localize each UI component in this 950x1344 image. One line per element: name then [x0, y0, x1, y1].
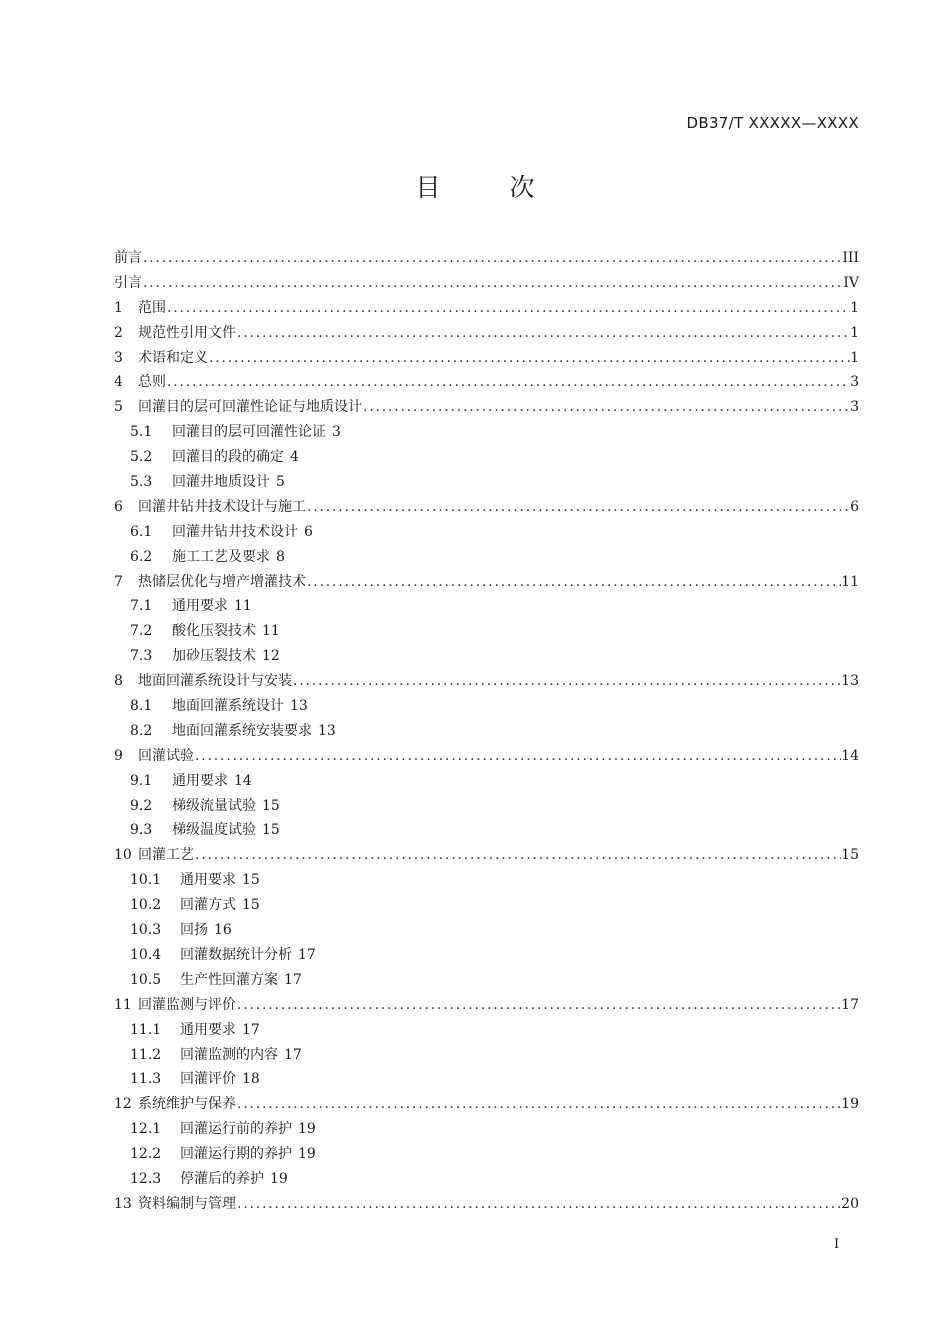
toc-entry-page: IV: [843, 274, 859, 291]
toc-entry-label: 总则: [138, 374, 166, 391]
toc-subentry[interactable]: [114, 470, 859, 495]
toc-entry-label: 回灌工艺: [138, 847, 194, 864]
toc-entry-number: 5.2: [130, 449, 153, 466]
toc-leader-dots: [236, 1192, 841, 1217]
toc-entry-number: 12.1: [130, 1121, 162, 1138]
toc-entry-number: 11: [114, 996, 132, 1013]
toc-entry[interactable]: [114, 370, 859, 395]
toc-entry-number: 13: [114, 1195, 132, 1212]
toc-entry[interactable]: [114, 246, 859, 271]
toc-entry-number: 10.4: [130, 946, 162, 963]
toc-entry-label: 回灌评价: [180, 1071, 236, 1088]
toc-entry[interactable]: [114, 744, 859, 769]
toc-entry-number: 11.2: [130, 1046, 162, 1063]
toc-entry-page: 14: [841, 747, 859, 764]
toc-subentry[interactable]: [114, 1167, 859, 1192]
toc-entry-label: 酸化压裂技术: [172, 623, 256, 640]
toc-entry[interactable]: [114, 346, 859, 371]
toc-entry-page: 1: [850, 349, 859, 366]
toc-entry-number: 11.1: [130, 1021, 162, 1038]
toc-entry-number: 10.1: [130, 872, 162, 889]
toc-subentry[interactable]: [114, 619, 859, 644]
toc-subentry[interactable]: [114, 1043, 859, 1068]
toc-entry-number: 10.2: [130, 897, 162, 914]
toc-entry[interactable]: [114, 669, 859, 694]
toc-entry-number: 8: [114, 673, 123, 690]
toc-entry-page: 6: [304, 523, 313, 540]
toc-subentry[interactable]: [114, 868, 859, 893]
toc-leader-dots: [236, 1092, 841, 1117]
toc-entry-label: 地面回灌系统设计与安装: [138, 673, 292, 690]
toc-entry-page: 5: [276, 474, 285, 491]
toc-entry-label: 回灌方式: [180, 897, 236, 914]
toc-entry-number: 10: [114, 847, 132, 864]
toc-entry-number: 12.2: [130, 1146, 162, 1163]
toc-subentry[interactable]: [114, 719, 859, 744]
toc-entry-page: 15: [262, 822, 280, 839]
toc-entry-label: 范围: [138, 299, 166, 316]
toc-entry[interactable]: [114, 570, 859, 595]
toc-entry-number: 12: [114, 1096, 132, 1113]
toc-entry[interactable]: [114, 296, 859, 321]
toc-entry-label: 前言: [114, 250, 142, 266]
toc-entry-label: 通用要求: [172, 598, 228, 615]
toc-entry-page: 11: [234, 598, 252, 615]
toc-entry-page: 15: [841, 847, 859, 864]
toc-entry-label: 回灌井钻井技术设计与施工: [138, 498, 306, 515]
toc-entry-number: 9.1: [130, 772, 153, 789]
toc-entry-page: 6: [850, 498, 859, 515]
toc-entry-page: 18: [242, 1071, 260, 1088]
toc-entry[interactable]: [114, 395, 859, 420]
toc-entry-page: 19: [298, 1121, 316, 1138]
toc-entry-label: 通用要求: [180, 1021, 236, 1038]
toc-subentry[interactable]: [114, 794, 859, 819]
toc-entry-label: 回灌监测的内容: [180, 1046, 278, 1063]
toc-subentry[interactable]: [114, 520, 859, 545]
toc-subentry[interactable]: [114, 1142, 859, 1167]
toc-entry[interactable]: [114, 321, 859, 346]
toc-entry-page: 14: [234, 772, 252, 789]
toc-entry-number: 3: [114, 349, 123, 366]
toc-subentry[interactable]: [114, 818, 859, 843]
toc-entry-page: 11: [841, 573, 859, 590]
toc-entry-number: 8.1: [130, 698, 153, 715]
toc-entry-page: 3: [332, 424, 341, 441]
toc-entry-number: 5: [114, 399, 123, 416]
toc-entry-page: 13: [841, 673, 859, 690]
toc-leader-dots: [194, 843, 841, 868]
toc-entry-page: 19: [270, 1170, 288, 1187]
toc-entry-page: 20: [841, 1195, 859, 1212]
toc-entry-page: 12: [262, 648, 280, 665]
toc-entry-number: 7: [114, 573, 123, 590]
toc-leader-dots: [194, 744, 841, 769]
toc-entry-label: 梯级温度试验: [172, 822, 256, 839]
toc-entry-label: 加砂压裂技术: [172, 648, 256, 665]
toc-entry-label: 热储层优化与增产增灌技术: [138, 573, 306, 590]
toc-entry-page: 3: [850, 399, 859, 416]
toc-entry-label: 回灌井地质设计: [172, 474, 270, 491]
document-code: DB37/T XXXXX—XXXX: [686, 114, 859, 132]
toc-entry-page: 4: [290, 449, 299, 466]
toc-subentry[interactable]: [114, 943, 859, 968]
toc-entry-label: 回灌目的段的确定: [172, 449, 284, 466]
toc-entry-page: 17: [284, 971, 302, 988]
toc-entry-number: 6.1: [130, 523, 153, 540]
toc-entry-page: 17: [298, 946, 316, 963]
toc-subentry[interactable]: [114, 968, 859, 993]
toc-leader-dots: [142, 246, 842, 271]
table-of-contents: [114, 246, 859, 1217]
toc-entry[interactable]: [114, 993, 859, 1018]
toc-entry[interactable]: [114, 1192, 859, 1217]
toc-entry-page: 15: [242, 872, 260, 889]
toc-entry-page: 1: [850, 299, 859, 316]
toc-entry-label: 回灌目的层可回灌性论证: [172, 424, 326, 441]
toc-subentry[interactable]: [114, 694, 859, 719]
toc-entry-number: 4: [114, 374, 123, 391]
toc-entry-label: 通用要求: [180, 872, 236, 889]
toc-entry-page: 16: [214, 922, 232, 939]
toc-entry-label: 规范性引用文件: [138, 324, 236, 341]
toc-entry-label: 地面回灌系统安装要求: [172, 722, 312, 739]
toc-entry-label: 引言: [114, 274, 142, 291]
toc-entry-label: 梯级流量试验: [172, 797, 256, 814]
toc-entry-label: 施工工艺及要求: [172, 548, 270, 565]
toc-entry-number: 7.3: [130, 648, 153, 665]
toc-entry-page: 13: [290, 698, 308, 715]
toc-entry-page: 8: [276, 548, 285, 565]
toc-entry-number: 8.2: [130, 722, 153, 739]
toc-entry-number: 6: [114, 498, 123, 515]
toc-entry-number: 6.2: [130, 548, 153, 565]
toc-entry-label: 回灌试验: [138, 747, 194, 764]
toc-subentry[interactable]: [114, 918, 859, 943]
toc-entry-number: 11.3: [130, 1071, 162, 1088]
toc-entry-label: 通用要求: [172, 772, 228, 789]
toc-entry-page: 1: [850, 324, 859, 341]
toc-entry-label: 地面回灌系统设计: [172, 698, 284, 715]
toc-entry-label: 停灌后的养护: [180, 1170, 264, 1187]
toc-entry-label: 回灌目的层可回灌性论证与地质设计: [138, 399, 362, 416]
toc-subentry[interactable]: [114, 545, 859, 570]
toc-entry-label: 回灌井钻井技术设计: [172, 523, 298, 540]
toc-entry-page: 17: [841, 996, 859, 1013]
toc-entry-number: 7.2: [130, 623, 153, 640]
toc-entry-label: 回扬: [180, 922, 208, 939]
toc-entry-label: 回灌监测与评价: [138, 996, 236, 1013]
toc-entry-page: III: [842, 250, 859, 266]
toc-entry-page: 13: [318, 722, 336, 739]
toc-entry-number: 2: [114, 324, 123, 341]
toc-leader-dots: [166, 370, 850, 395]
toc-entry-page: 3: [850, 374, 859, 391]
toc-entry-number: 5.1: [130, 424, 153, 441]
toc-entry[interactable]: [114, 1092, 859, 1117]
toc-subentry[interactable]: [114, 420, 859, 445]
toc-entry-page: 19: [298, 1146, 316, 1163]
toc-entry-page: 15: [242, 897, 260, 914]
toc-leader-dots: [362, 395, 850, 420]
toc-entry[interactable]: [114, 271, 859, 296]
toc-entry-number: 9: [114, 747, 123, 764]
toc-subentry[interactable]: [114, 1067, 859, 1092]
toc-entry[interactable]: [114, 843, 859, 868]
toc-entry-page: 19: [841, 1096, 859, 1113]
toc-leader-dots: [306, 495, 850, 520]
toc-entry-number: 10.3: [130, 922, 162, 939]
toc-entry-label: 回灌运行前的养护: [180, 1121, 292, 1138]
toc-entry-label: 回灌运行期的养护: [180, 1146, 292, 1163]
toc-entry-page: 17: [284, 1046, 302, 1063]
toc-subentry[interactable]: [114, 594, 859, 619]
toc-entry-label: 回灌数据统计分析: [180, 946, 292, 963]
toc-entry-number: 1: [114, 299, 123, 316]
toc-entry-number: 10.5: [130, 971, 162, 988]
toc-leader-dots: [306, 570, 841, 595]
toc-leader-dots: [236, 321, 850, 346]
page-number: I: [834, 1237, 840, 1252]
toc-entry-number: 5.3: [130, 474, 153, 491]
toc-subentry[interactable]: [114, 644, 859, 669]
toc-leader-dots: [236, 993, 841, 1018]
toc-entry-label: 术语和定义: [138, 349, 208, 366]
toc-entry-number: 9.2: [130, 797, 153, 814]
page-title: 目 次: [415, 173, 557, 202]
toc-subentry[interactable]: [114, 893, 859, 918]
toc-leader-dots: [142, 271, 843, 296]
toc-entry-number: 9.3: [130, 822, 153, 839]
toc-entry-number: 7.1: [130, 598, 153, 615]
toc-subentry[interactable]: [114, 1117, 859, 1142]
toc-subentry[interactable]: [114, 1018, 859, 1043]
toc-entry-page: 17: [242, 1021, 260, 1038]
toc-entry-page: 15: [262, 797, 280, 814]
toc-entry-page: 11: [262, 623, 280, 640]
toc-entry-label: 系统维护与保养: [138, 1096, 236, 1113]
toc-entry-label: 生产性回灌方案: [180, 971, 278, 988]
toc-entry[interactable]: [114, 495, 859, 520]
toc-leader-dots: [292, 669, 841, 694]
toc-leader-dots: [166, 296, 850, 321]
toc-entry-label: 资料编制与管理: [138, 1195, 236, 1212]
toc-subentry[interactable]: [114, 445, 859, 470]
toc-entry-number: 12.3: [130, 1170, 162, 1187]
toc-leader-dots: [208, 346, 850, 371]
toc-subentry[interactable]: [114, 769, 859, 794]
